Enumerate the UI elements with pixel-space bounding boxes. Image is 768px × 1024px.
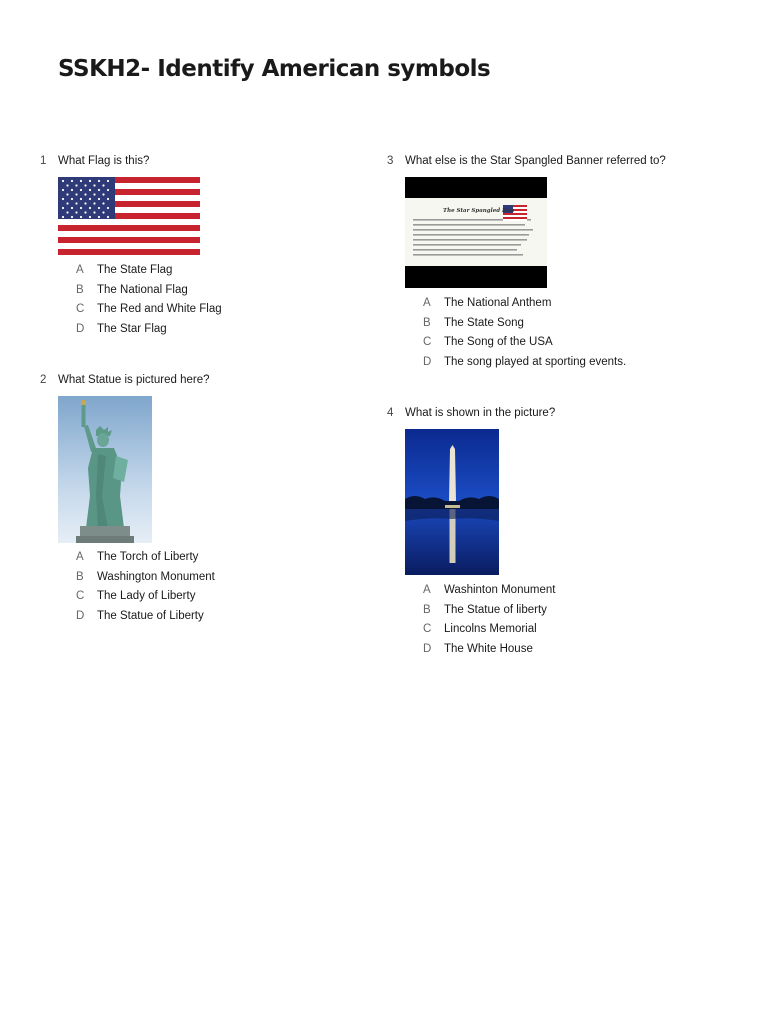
statue-of-liberty-image bbox=[58, 396, 152, 543]
page-title: SSKH2- Identify American symbols bbox=[58, 56, 491, 82]
option-text: The White House bbox=[444, 642, 533, 655]
option-text: The National Anthem bbox=[444, 297, 552, 309]
washington-monument-image bbox=[405, 429, 499, 575]
question-4 bbox=[387, 407, 747, 655]
option-text: The Red and White Flag bbox=[97, 303, 222, 315]
question-number: 2 bbox=[40, 374, 47, 386]
option-letter: B bbox=[423, 316, 431, 329]
option-text: The Statue of Liberty bbox=[97, 609, 204, 622]
option-letter: C bbox=[76, 590, 85, 602]
option-text: The Star Flag bbox=[97, 322, 167, 335]
question-3 bbox=[387, 155, 747, 368]
question-2 bbox=[40, 374, 360, 622]
option-text: The State Song bbox=[444, 316, 524, 329]
question-number: 3 bbox=[387, 155, 394, 167]
question-number: 1 bbox=[40, 155, 47, 167]
question-text: What Flag is this? bbox=[58, 155, 150, 167]
question-text: What is shown in the picture? bbox=[405, 407, 556, 419]
option-letter: B bbox=[423, 603, 431, 616]
option-letter: A bbox=[423, 584, 431, 596]
option-letter: D bbox=[423, 355, 432, 368]
option-letter: C bbox=[423, 336, 432, 348]
option-text: The Torch of Liberty bbox=[97, 551, 199, 563]
option-letter: B bbox=[76, 283, 84, 296]
option-letter: A bbox=[423, 297, 431, 309]
question-1 bbox=[40, 155, 360, 335]
option-letter: C bbox=[76, 303, 85, 315]
option-letter: A bbox=[76, 264, 84, 276]
option-text: The National Flag bbox=[97, 283, 188, 296]
option-letter: B bbox=[76, 570, 84, 583]
option-letter: D bbox=[423, 642, 432, 655]
option-text: The Lady of Liberty bbox=[97, 590, 196, 602]
option-text: The State Flag bbox=[97, 264, 173, 276]
lyrics-heading: The Star Spangled Ban bbox=[443, 208, 515, 214]
option-letter: C bbox=[423, 623, 432, 635]
option-text: Washington Monument bbox=[97, 570, 215, 583]
option-text: The Song of the USA bbox=[444, 336, 553, 348]
american-flag-image bbox=[58, 177, 200, 255]
option-text: The Statue of liberty bbox=[444, 603, 547, 616]
option-letter: D bbox=[76, 609, 85, 622]
option-text: Lincolns Memorial bbox=[444, 623, 537, 635]
star-spangled-banner-image bbox=[405, 177, 547, 288]
option-text: The song played at sporting events. bbox=[444, 355, 627, 368]
option-text: Washinton Monument bbox=[444, 584, 556, 596]
question-text: What Statue is pictured here? bbox=[58, 374, 210, 386]
question-text: What else is the Star Spangled Banner referred to? bbox=[405, 155, 666, 167]
option-letter: A bbox=[76, 551, 84, 563]
option-letter: D bbox=[76, 322, 85, 335]
question-number: 4 bbox=[387, 407, 394, 419]
